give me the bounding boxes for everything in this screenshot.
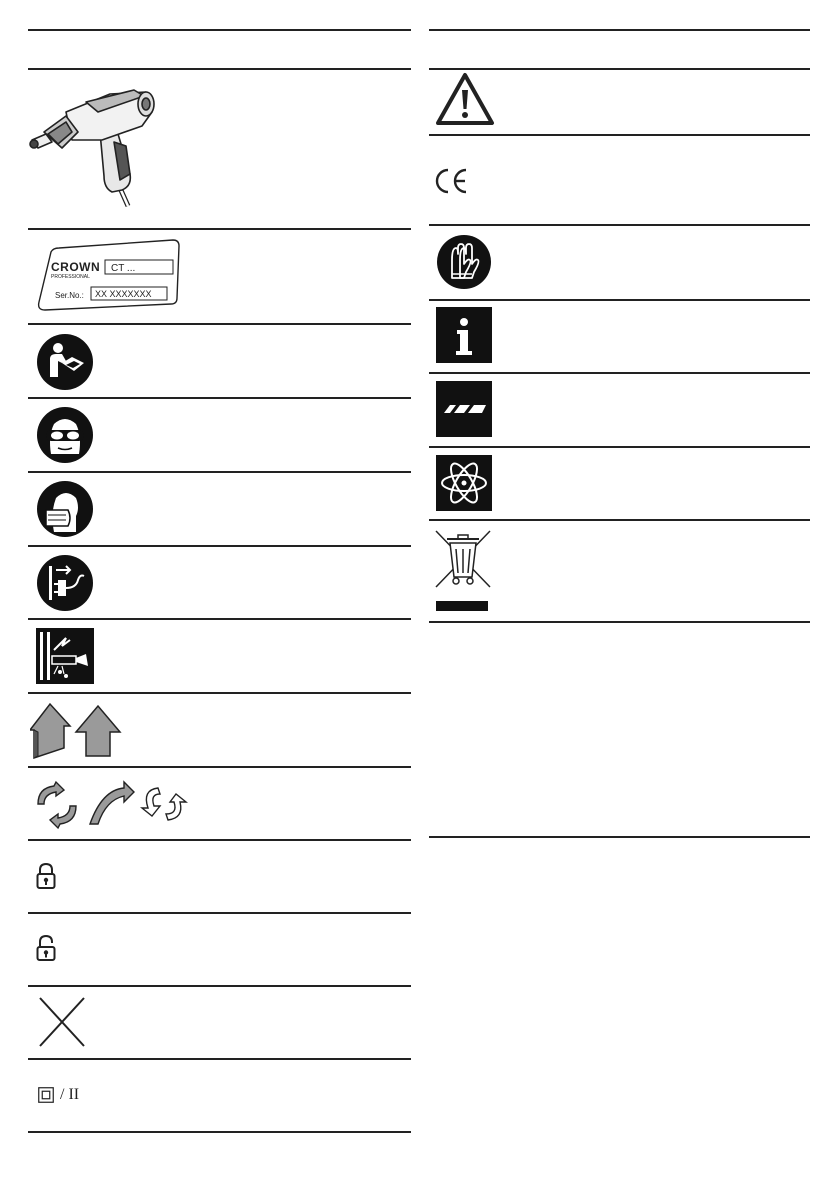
divider [28, 228, 411, 230]
divider [28, 692, 411, 694]
divider [429, 224, 810, 226]
divider [28, 397, 411, 399]
divider [28, 68, 411, 70]
serial-label: Ser.No.: [55, 291, 84, 300]
hidden-wiring-icon [36, 628, 94, 684]
class-ii-label: / II [60, 1086, 80, 1103]
divider [429, 29, 810, 31]
protective-gloves-icon [436, 234, 492, 290]
warning-triangle-icon [435, 72, 495, 126]
serial-value: XX XXXXXXX [95, 289, 152, 299]
safety-goggles-icon [36, 406, 94, 464]
rating-plate [33, 236, 181, 314]
divider [429, 836, 810, 838]
divider [28, 545, 411, 547]
divider [28, 1131, 411, 1133]
divider [28, 29, 411, 31]
divider [28, 618, 411, 620]
divider [429, 299, 810, 301]
locked-padlock-icon [36, 862, 56, 890]
unplug-icon [36, 554, 94, 612]
atom-icon [436, 455, 492, 511]
divider [28, 839, 411, 841]
rotation-arrows-icons [32, 780, 188, 830]
divider [28, 766, 411, 768]
divider [28, 912, 411, 914]
divider [429, 621, 810, 623]
dust-mask-icon [36, 480, 94, 538]
speed-stages-icon [436, 381, 492, 437]
prohibited-cross-icon [38, 996, 86, 1048]
drill-icon [22, 76, 162, 216]
class-ii-square-icon [38, 1087, 54, 1103]
divider [429, 519, 810, 521]
divider [429, 446, 810, 448]
divider [28, 1058, 411, 1060]
divider [429, 134, 810, 136]
brand-sub-logo: PROFESSIONAL [51, 274, 90, 280]
weee-bin-icon [434, 527, 492, 613]
read-manual-icon [36, 333, 94, 391]
brand-logo: CROWN [51, 260, 101, 274]
divider [28, 323, 411, 325]
up-arrow-icons [30, 700, 122, 760]
divider [429, 372, 810, 374]
divider [28, 471, 411, 473]
unlocked-padlock-icon [36, 934, 56, 962]
model-field: CT ... [111, 263, 136, 274]
information-icon [436, 307, 492, 363]
divider [429, 68, 810, 70]
divider [28, 985, 411, 987]
ce-mark-icon [434, 168, 470, 194]
